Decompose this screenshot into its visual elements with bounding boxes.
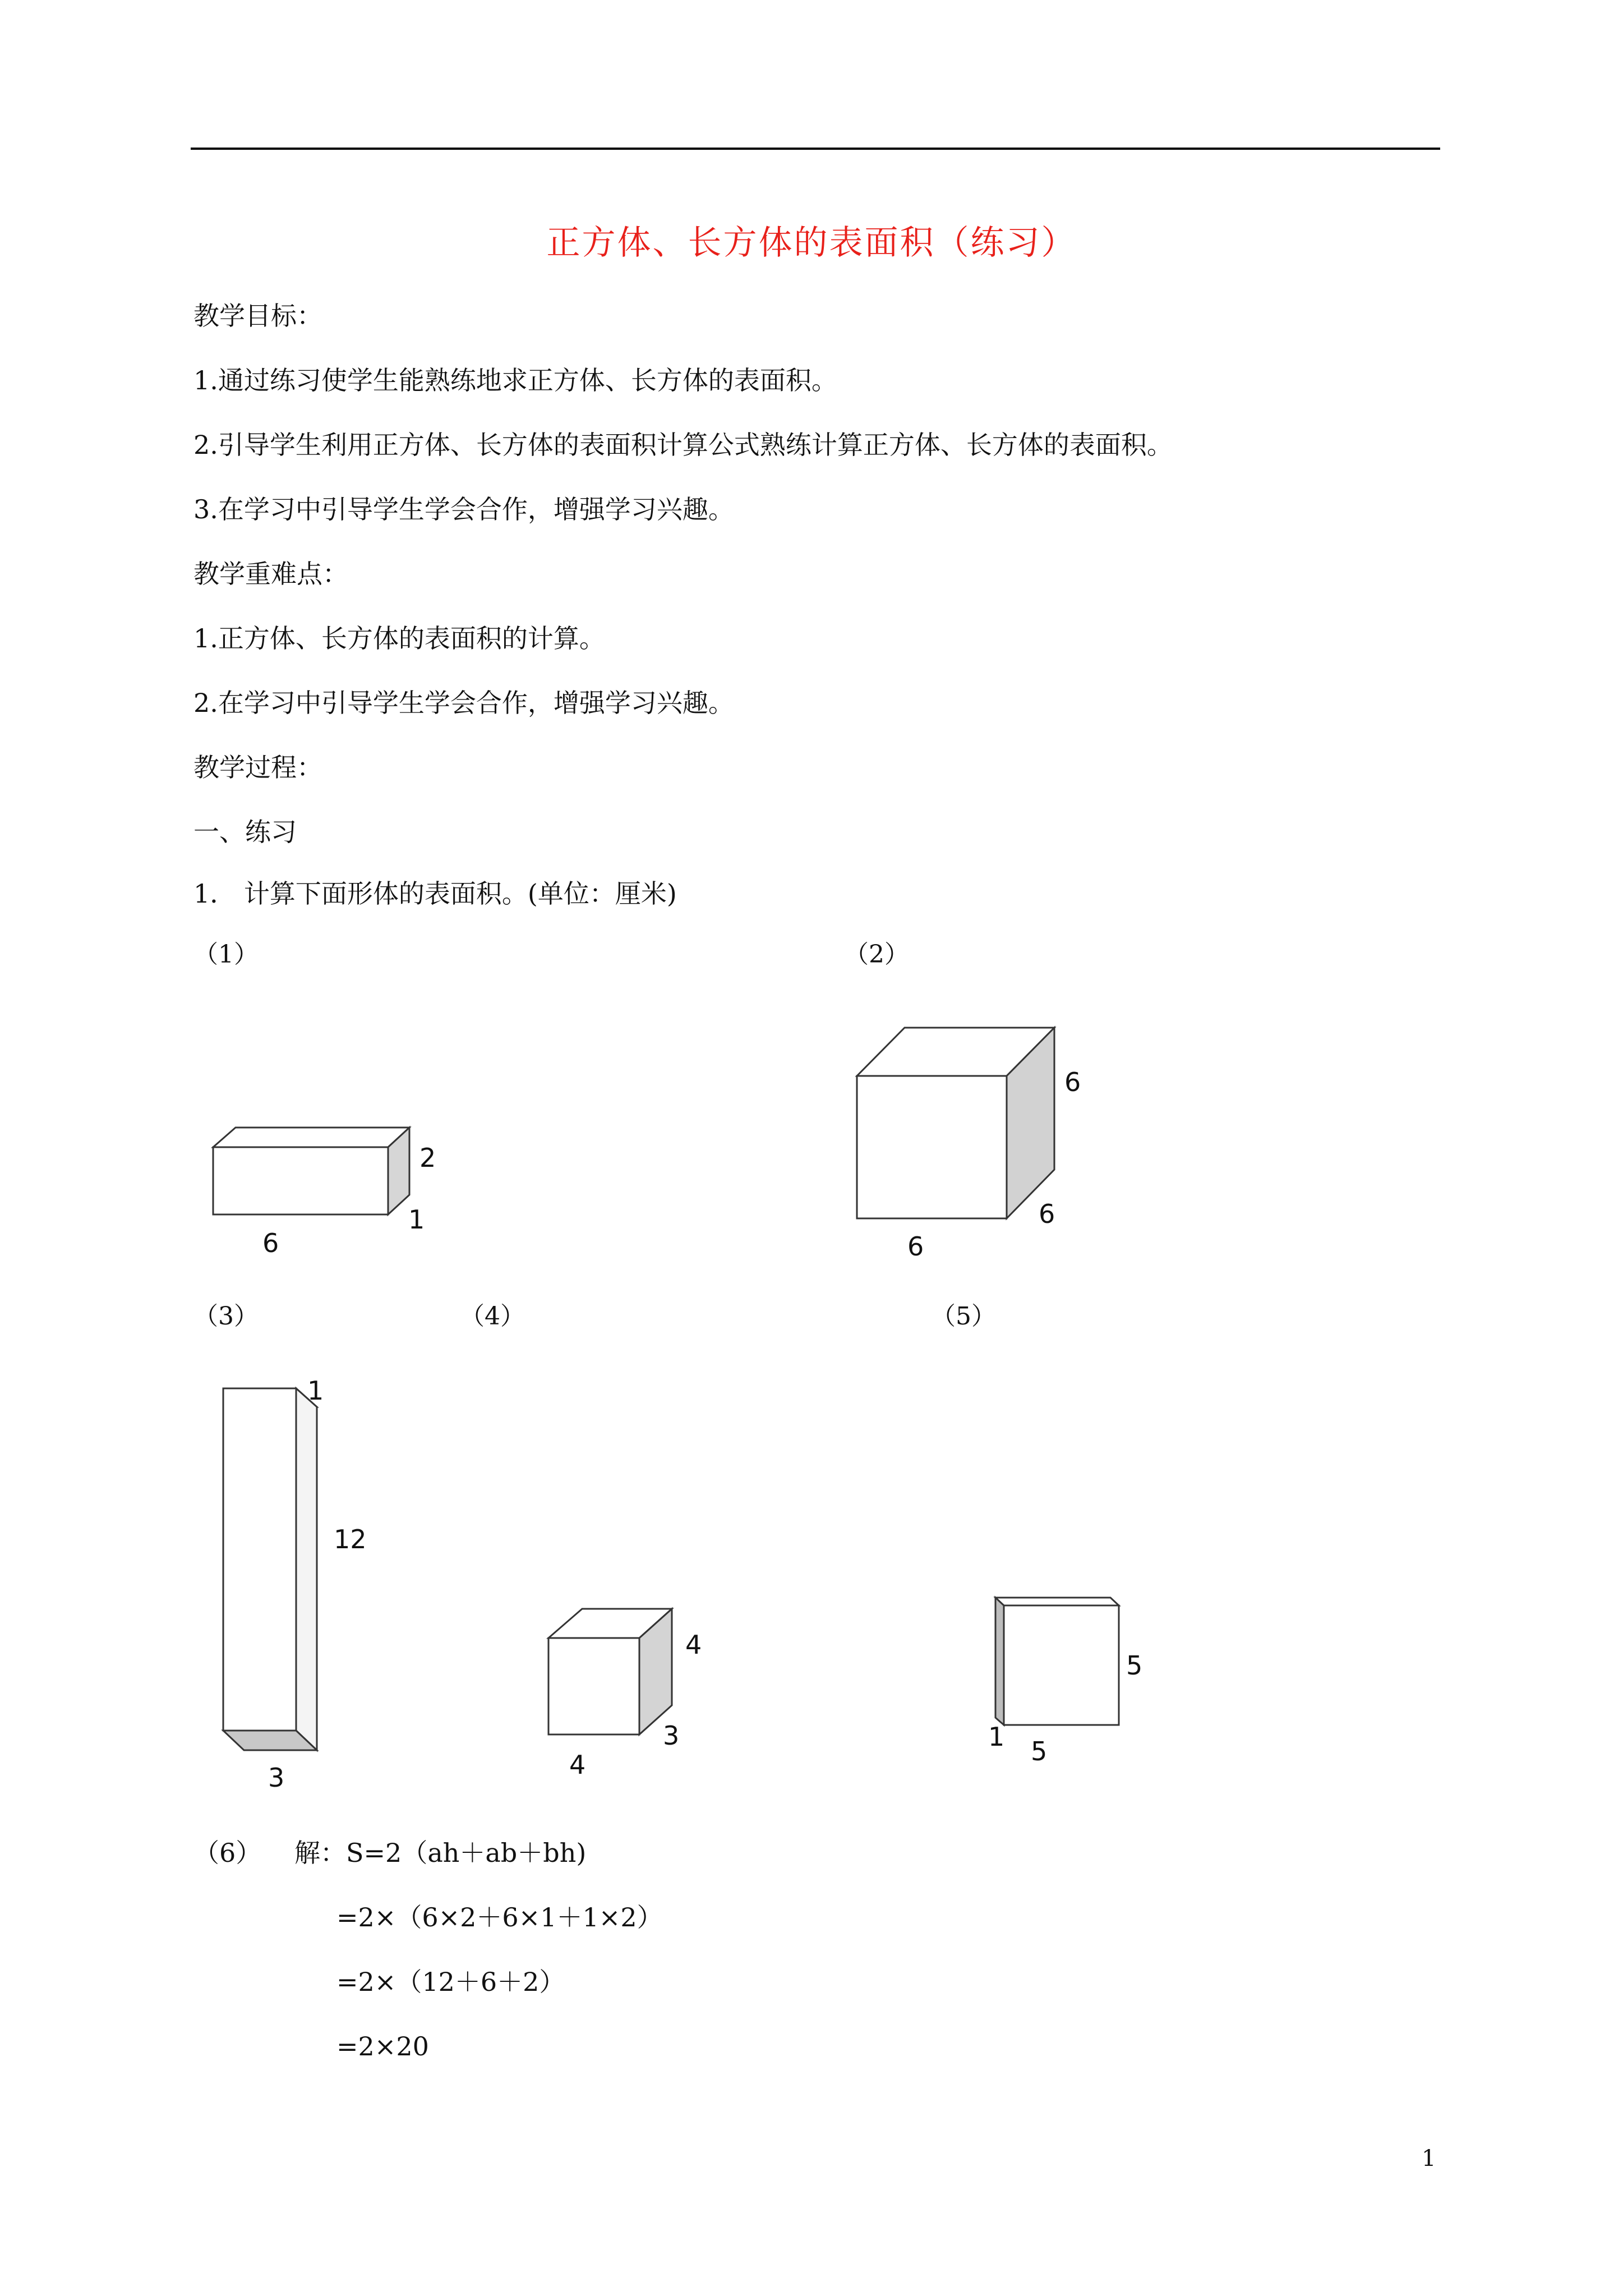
figure-2-length-label: 6 (907, 1231, 924, 1262)
figure-4-label: （4） (460, 1302, 525, 1331)
process-heading: 教学过程： (193, 752, 322, 783)
solution-line-4: =2×20 (336, 2031, 429, 2062)
figure-1-length-label: 6 (262, 1228, 279, 1258)
solution-line-1: 解：S=2（ah＋ab＋bh) (294, 1838, 587, 1868)
figure-4-height-label: 4 (685, 1630, 702, 1660)
figure-5-height-label: 5 (1126, 1650, 1143, 1681)
goal-item: 1.通过练习使学生能熟练地求正方体、长方体的表面积。 (193, 365, 837, 395)
solution-line-2: =2×（6×2＋6×1＋1×2） (336, 1902, 663, 1932)
figure-2-label: （2） (844, 940, 909, 969)
figure-3-bottom-label: 3 (268, 1763, 285, 1793)
solution-line-3: =2×（12＋6＋2） (336, 1967, 565, 1997)
figure-1-label: （1） (193, 940, 259, 969)
figure-5-depth-label: 1 (988, 1722, 1005, 1752)
figure-1-height-label: 2 (419, 1143, 436, 1173)
key-points-heading: 教学重难点： (193, 559, 348, 589)
page-number: 1 (1422, 2146, 1436, 2171)
figure-2-height-label: 6 (1064, 1067, 1081, 1097)
goal-item: 2.引导学生利用正方体、长方体的表面积计算公式熟练计算正方体、长方体的表面积。 (193, 430, 1173, 460)
goals-heading: 教学目标： (193, 301, 322, 331)
page-title: 正方体、长方体的表面积（练习） (546, 223, 1077, 263)
figure-5-label: （5） (931, 1302, 996, 1331)
figure-5-length-label: 5 (1031, 1736, 1048, 1766)
goal-item: 3.在学习中引导学生学会合作，增强学习兴趣。 (193, 494, 734, 524)
solution-label: （6） (193, 1838, 262, 1868)
part-one-heading: 一、练习 (193, 817, 297, 847)
figure-2-depth-label: 6 (1039, 1199, 1055, 1229)
figure-3-label: （3） (193, 1302, 259, 1331)
figure-3-top-label: 1 (307, 1375, 324, 1406)
figure-4-length-label: 4 (569, 1750, 586, 1780)
key-point-item: 2.在学习中引导学生学会合作，增强学习兴趣。 (193, 688, 734, 718)
exercise-1-prompt: 1． 计算下面形体的表面积。(单位：厘米) (193, 878, 677, 909)
figure-3-height-label: 12 (334, 1524, 367, 1554)
figure-4-depth-label: 3 (663, 1720, 680, 1751)
key-point-item: 1.正方体、长方体的表面积的计算。 (193, 623, 605, 654)
figure-1-depth-label: 1 (408, 1204, 425, 1235)
